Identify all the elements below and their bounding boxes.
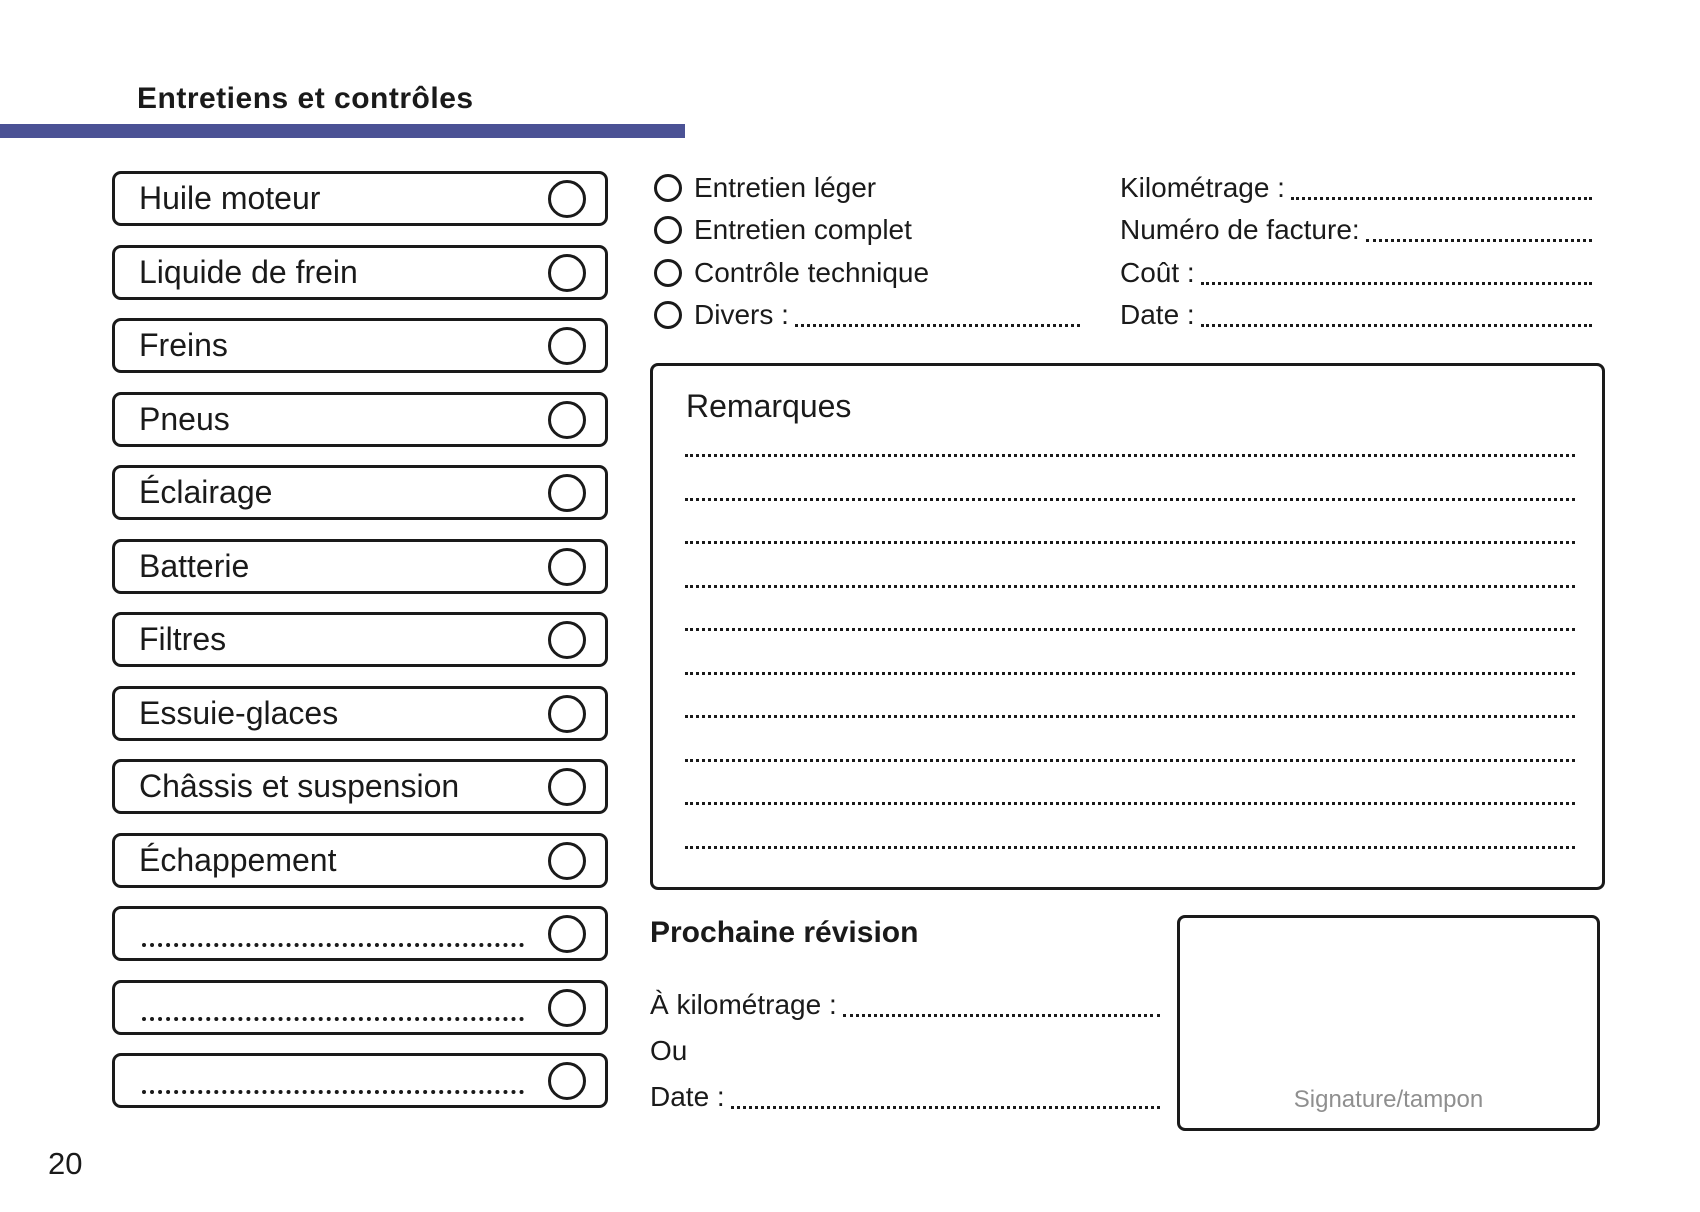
remarks-box bbox=[650, 363, 1605, 890]
checklist-item-label: Freins bbox=[139, 327, 228, 363]
checklist-item-filtres bbox=[112, 612, 608, 667]
kilometrage-fill-line[interactable] bbox=[1291, 197, 1592, 200]
checklist-item-blank-3 bbox=[112, 1053, 608, 1108]
remarks-writing-line[interactable] bbox=[685, 846, 1575, 849]
checklist-item-batterie bbox=[112, 539, 608, 594]
checklist-item-label: Pneus bbox=[139, 401, 230, 437]
checklist-item-label: Échappement bbox=[139, 842, 337, 878]
check-circle[interactable] bbox=[548, 254, 586, 292]
remarks-writing-line[interactable] bbox=[685, 541, 1575, 544]
remarks-writing-line[interactable] bbox=[685, 802, 1575, 805]
check-circle[interactable] bbox=[548, 768, 586, 806]
option-row-divers bbox=[654, 294, 1080, 336]
check-circle[interactable] bbox=[548, 548, 586, 586]
checklist-item-huile-moteur bbox=[112, 171, 608, 226]
check-circle[interactable] bbox=[548, 695, 586, 733]
field-label: Numéro de facture: bbox=[1120, 214, 1360, 245]
field-label: Coût : bbox=[1120, 257, 1195, 288]
header-accent-bar bbox=[0, 124, 685, 138]
check-circle[interactable] bbox=[548, 989, 586, 1027]
option-row-entretien-complet bbox=[654, 209, 1074, 251]
next-service-title: Prochaine révision bbox=[650, 916, 919, 949]
radio-entretien-complet[interactable] bbox=[654, 216, 682, 244]
check-circle[interactable] bbox=[548, 327, 586, 365]
checklist-item-chassis-et-suspension bbox=[112, 759, 608, 814]
field-label: Ou bbox=[650, 1035, 688, 1066]
blank-fill-line[interactable] bbox=[142, 1017, 524, 1021]
page-title: Entretiens et contrôles bbox=[137, 82, 474, 115]
next-service-km-row bbox=[650, 984, 1160, 1026]
remarks-writing-line[interactable] bbox=[685, 585, 1575, 588]
checklist-item-eclairage bbox=[112, 465, 608, 520]
check-circle[interactable] bbox=[548, 842, 586, 880]
check-circle[interactable] bbox=[548, 401, 586, 439]
signature-box[interactable] bbox=[1177, 915, 1600, 1131]
remarks-writing-line[interactable] bbox=[685, 498, 1575, 501]
remarks-writing-line[interactable] bbox=[685, 454, 1575, 457]
date-fill-line[interactable] bbox=[1201, 324, 1592, 327]
remarks-title: Remarques bbox=[686, 388, 852, 424]
page-number: 20 bbox=[48, 1146, 83, 1181]
checklist-item-blank-2 bbox=[112, 980, 608, 1035]
radio-controle-technique[interactable] bbox=[654, 259, 682, 287]
divers-fill-line[interactable] bbox=[795, 324, 1080, 327]
next-service-date-row bbox=[650, 1076, 1160, 1118]
remarks-writing-line[interactable] bbox=[685, 672, 1575, 675]
remarks-writing-line[interactable] bbox=[685, 759, 1575, 762]
checklist-item-label: Huile moteur bbox=[139, 180, 321, 216]
checklist-item-pneus bbox=[112, 392, 608, 447]
check-circle[interactable] bbox=[548, 915, 586, 953]
option-row-controle-technique bbox=[654, 252, 1074, 294]
option-label: Contrôle technique bbox=[694, 257, 930, 288]
field-row-numero-de-facture bbox=[1120, 209, 1592, 251]
signature-label: Signature/tampon bbox=[1293, 1086, 1484, 1113]
blank-fill-line[interactable] bbox=[142, 943, 524, 947]
checklist-item-echappement bbox=[112, 833, 608, 888]
field-label: Kilométrage : bbox=[1120, 172, 1285, 203]
radio-divers[interactable] bbox=[654, 301, 682, 329]
checklist-item-label: Châssis et suspension bbox=[139, 768, 460, 804]
option-label: Entretien léger bbox=[694, 172, 877, 203]
field-label: Date : bbox=[650, 1081, 725, 1112]
checklist-item-label: Liquide de frein bbox=[139, 254, 358, 290]
next-km-fill-line[interactable] bbox=[843, 1014, 1160, 1017]
checklist-item-essuie-glaces bbox=[112, 686, 608, 741]
field-row-cout bbox=[1120, 252, 1592, 294]
option-label: Divers : bbox=[694, 299, 789, 330]
checklist-item-blank-1 bbox=[112, 906, 608, 961]
blank-fill-line[interactable] bbox=[142, 1090, 524, 1094]
check-circle[interactable] bbox=[548, 621, 586, 659]
field-label: Date : bbox=[1120, 299, 1195, 330]
field-label: À kilométrage : bbox=[650, 989, 837, 1020]
remarks-writing-line[interactable] bbox=[685, 715, 1575, 718]
check-circle[interactable] bbox=[548, 180, 586, 218]
radio-entretien-leger[interactable] bbox=[654, 174, 682, 202]
option-label: Entretien complet bbox=[694, 214, 912, 245]
next-date-fill-line[interactable] bbox=[731, 1106, 1160, 1109]
field-row-kilometrage bbox=[1120, 167, 1592, 209]
next-service-or-row bbox=[650, 1030, 1160, 1072]
remarks-writing-line[interactable] bbox=[685, 628, 1575, 631]
checklist-item-label: Batterie bbox=[139, 548, 250, 584]
cout-fill-line[interactable] bbox=[1201, 282, 1592, 285]
checklist-item-label: Essuie-glaces bbox=[139, 695, 339, 731]
facture-fill-line[interactable] bbox=[1366, 239, 1592, 242]
option-row-entretien-leger bbox=[654, 167, 1074, 209]
checklist-item-freins bbox=[112, 318, 608, 373]
check-circle[interactable] bbox=[548, 474, 586, 512]
check-circle[interactable] bbox=[548, 1062, 586, 1100]
field-row-date bbox=[1120, 294, 1592, 336]
checklist-item-label: Éclairage bbox=[139, 474, 273, 510]
checklist-item-label: Filtres bbox=[139, 621, 227, 657]
checklist-item-liquide-de-frein bbox=[112, 245, 608, 300]
